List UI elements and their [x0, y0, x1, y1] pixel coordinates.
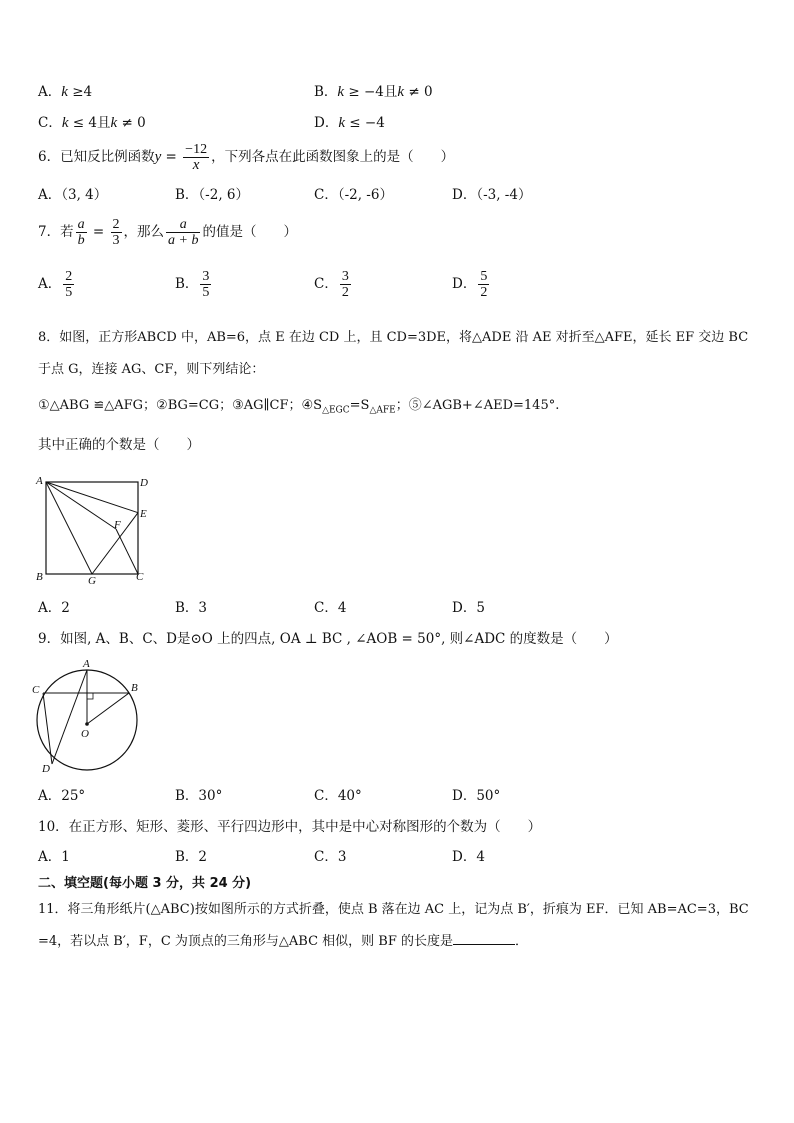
segment-fc [116, 529, 138, 574]
q10-option-d: D．4 [452, 849, 485, 865]
segment-af [46, 482, 116, 529]
label-d: D [140, 477, 148, 489]
q9-option-c: C．40° [314, 788, 362, 804]
segment-cd [43, 693, 52, 764]
q7-option-c: C． $\frac{3}{2}$ [314, 269, 349, 300]
q8-option-c: C．4 [314, 600, 347, 616]
q5-option-b: B．k ≥ −4且k ≠ 0 [314, 84, 433, 100]
q6-stem: 6．已知反比例函数y = $\frac{-12}{x}$ ，下列各点在此函数图象上的是（ ） [38, 142, 455, 173]
label-a: A [83, 658, 90, 670]
q8-option-a: A．2 [38, 600, 70, 616]
label-b: B [36, 571, 43, 583]
q10-option-c: C．3 [314, 849, 347, 865]
label-e: E [140, 508, 147, 520]
right-angle-mark [87, 693, 93, 699]
q5-option-a: A．k ≥4 [38, 84, 93, 100]
section-title: 二、填空题(每小题 3 分，共 24 分) [38, 876, 252, 891]
q8-conclusions: ①△ABG ≌△AFG；②BG=CG；③AG∥CF；$④S_{\triangle EGC}=S_{\triangle AFE}$；⑤∠AGB+∠AED=145°. [38, 398, 560, 416]
q8-stem-line1: 8．如图，正方形ABCD 中，AB=6，点 E 在边 CD 上，且 CD=3DE，将△ADE 沿 AE 对折至△AFE，延长 EF 交边 BC [38, 330, 749, 345]
q8-square-figure [32, 472, 152, 586]
segment-ae [46, 482, 138, 513]
q8-option-d: D．5 [452, 600, 485, 616]
q5-option-d: D．k ≤ −4 [314, 115, 385, 131]
q7-option-a: A． $\frac{2}{5}$ [38, 269, 73, 300]
q11-stem-line1: 11．将三角形纸片(△ABC)按如图所示的方式折叠，使点 B 落在边 AC 上，记为点 B′，折痕为 EF．已知 AB=AC=3，BC [38, 902, 749, 917]
segment-ag [46, 482, 92, 574]
q6-option-d: D．（-3, -4） [452, 187, 532, 203]
q9-option-d: D．50° [452, 788, 501, 804]
label-d: D [42, 763, 50, 775]
answer-blank[interactable] [453, 932, 515, 945]
q7-option-d: D． $\frac{5}{2}$ [452, 269, 488, 300]
q7-option-b: B． $\frac{3}{5}$ [175, 269, 210, 300]
label-a: A [36, 475, 43, 487]
q6-option-c: C．（-2, -6） [314, 187, 393, 203]
label-b: B [131, 682, 138, 694]
q9-stem: 9．如图, A、B、C、D是⊙O 上的四点, OA ⊥ BC , ∠AOB = 50°, 则∠ADC 的度数是（ ） [38, 631, 618, 647]
q6-option-a: A．（3, 4） [38, 187, 108, 203]
q6-option-b: B．（-2, 6） [175, 187, 249, 203]
q6-fraction: $\frac{-12}{x}$ [185, 142, 208, 173]
center-point [85, 722, 89, 726]
q8-stem-line2: 于点 G，连接 AG、CF，则下列结论： [38, 362, 265, 377]
square-abcd [46, 482, 138, 574]
label-c: C [136, 571, 144, 583]
q8-option-b: B．3 [175, 600, 208, 616]
q9-option-a: A．25° [38, 788, 86, 804]
label-g: G [88, 575, 96, 586]
q5-option-c: C．k ≤ 4且k ≠ 0 [38, 115, 146, 131]
q9-option-b: B．30° [175, 788, 223, 804]
label-f: F [114, 519, 121, 531]
q10-option-b: B．2 [175, 849, 208, 865]
label-c: C [32, 684, 40, 696]
segment-ad [52, 670, 87, 764]
q10-stem: 10．在正方形、矩形、菱形、平行四边形中，其中是中心对称图形的个数为（ ） [38, 819, 542, 835]
q11-stem-line2: =4，若以点 B′，F，C 为顶点的三角形与△ABC 相似，则 BF 的长度是 ． [38, 934, 529, 949]
label-o: O [81, 728, 89, 740]
q9-circle-figure [30, 656, 146, 778]
q7-stem: 7．若 $\frac{a}{b}$ = $\frac{2}{3}$ ，那么 $\frac{a}{a + b}$ 的值是（ ） [38, 217, 297, 248]
q8-question: 其中正确的个数是（ ） [38, 437, 200, 453]
q10-option-a: A．1 [38, 849, 70, 865]
